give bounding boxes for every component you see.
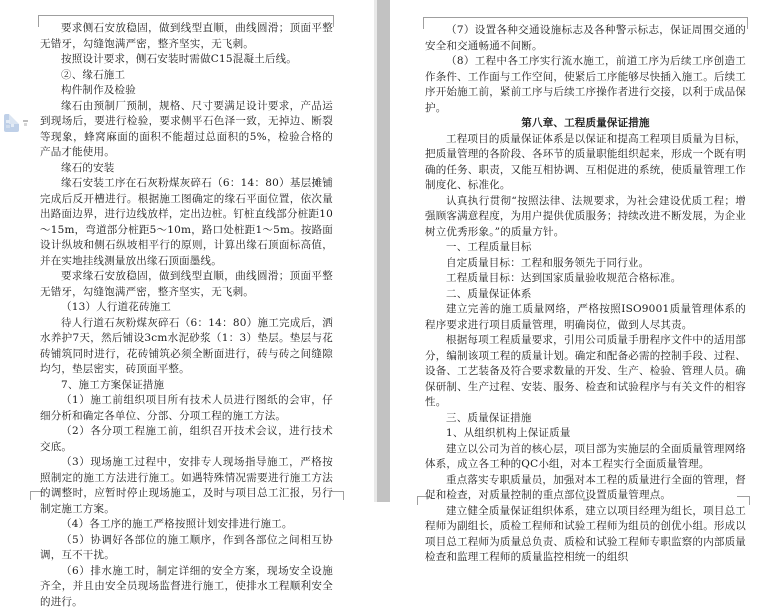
paragraph: 1、从组织机构上保证质量 bbox=[425, 426, 746, 442]
chapter-heading: 第八章、工程质量保证措施 bbox=[425, 116, 746, 132]
paragraph: 缘石由预制厂预制，规格、尺寸要满足设计要求，产品运到现场后，要进行检验，要求侧平石色泽一致，无掉边、断裂等现象，蜂窝麻面的面积不能超过总面积的5%，检验合格的产品才能使用。 bbox=[40, 99, 333, 161]
paragraph: 根据每项工程质量要求，引用公司质量手册程序文件中的适用部分，编制该项工程的质量计划。确定和配备必需的控制手段、过程、设备、工艺装备及符合要求数量的开发、生产、检验、管理人员。确保研制、生产过程、安装、服务、检查和试验程序与有关文件的相容性。 bbox=[425, 333, 746, 411]
paragraph: 待人行道石灰粉煤灰碎石（6：14：80）施工完成后，洒水养护7天，然后铺设3cm水泥砂浆（1：3）垫层。垫层与花砖铺筑同时进行，花砖铺筑必须全断面进行，砖与砖之间缝隙均匀，垫层密实，砖顶面平整。 bbox=[40, 316, 333, 378]
paragraph: 建立以公司为首的核心层，项目部为实施层的全面质量管理网络体系，成立各工种的QC小组，对本工程实行全面质量管理。 bbox=[425, 442, 746, 473]
right-page-top-text-boundary bbox=[423, 17, 748, 18]
paragraph: 要求侧石安放稳固，做到线型直顺，曲线圆滑；顶面平整无错牙，勾缝饱满严密，整齐坚实，无飞刺。 bbox=[40, 21, 333, 52]
paragraph: 一、工程质量目标 bbox=[425, 240, 746, 256]
paragraph: 认真执行贯彻“按照法律、法规要求，为社会建设优质工程；增强顾客满意程度，为用户提供优质服务；持续改进不断发展，为企业树立优秀形象。”的质量方针。 bbox=[425, 194, 746, 241]
paragraph: 建立完善的施工质量网络，严格按照ISO9001质量管理体系的程序要求进行项目质量管理，明确岗位，做到人尽其责。 bbox=[425, 302, 746, 333]
paragraph: （5）协调好各部位的施工顺序，作到各部位之间相互协调，互不干扰。 bbox=[40, 533, 333, 564]
paragraph: （6）排水施工时，制定详细的安全方案，现场安全设施齐全，并且由安全员现场监督进行施工，使排水工程顺利安全的进行。 bbox=[40, 564, 333, 610]
paragraph: 要求缘石安放稳固，做到线型直顺，曲线圆滑；顶面平整无错牙，勾缝饱满严密，整齐坚实，无飞刺。 bbox=[40, 269, 333, 300]
page-gap-divider bbox=[374, 0, 390, 502]
paragraph: （3）现场施工过程中，安排专人现场指导施工，严格按照制定的施工方法进行施工。如遇特殊情况需要进行施工方法的调整时，应暂时停止现场施工，及时与项目总工汇报，另行制定施工方案。 bbox=[40, 455, 333, 517]
paragraph: 7、施工方案保证措施 bbox=[40, 378, 333, 394]
paragraph: 自定质量目标：工程和服务领先于同行业。 bbox=[425, 256, 746, 272]
paragraph: 二、质量保证体系 bbox=[425, 287, 746, 303]
paragraph: （13）人行道花砖施工 bbox=[40, 300, 333, 316]
paragraph: （1）施工前组织项目所有技术人员进行图纸的会审，仔细分析和确定各单位、分部、分项工程的施工方法。 bbox=[40, 393, 333, 424]
paragraph: 缘石安装工序在石灰粉煤灰碎石（6：14：80）基层摊铺完成后反开槽进行。根据施工图确定的缘石平面位置，依次量出路面边界，进行边线放样，定出边桩。钉桩直线部分桩距10～15m，弯道部分桩距5～10m，路口处桩距1～5m。按路面设计纵坡和侧石纵坡相平行的原则，计算出缘石顶面标高值，并在实地挂线测量放出缘石顶面墨线。 bbox=[40, 176, 333, 269]
left-page-top-text-boundary bbox=[38, 15, 334, 16]
paragraph: 按照设计要求，侧石安装时需做C15混凝土后线。 bbox=[40, 52, 333, 68]
paragraph: 构件制作及检验 bbox=[40, 83, 333, 99]
paragraph: （7）设置各种交通设施标志及各种警示标志，保证周围交通的安全和交通畅通不间断。 bbox=[425, 23, 746, 54]
floating-page-widget[interactable] bbox=[3, 112, 29, 134]
document-page-icon bbox=[4, 114, 19, 132]
paragraph: 重点落实专职质量员，加强对本工程的质量进行全面的管理，督促和检查，对质量控制的重点部位设置质量管理点。 bbox=[425, 473, 746, 504]
paragraph: 工程项目的质量保证体系是以保证和提高工程项目质量为目标，把质量管理的各阶段、各环节的质量职能组织起来，形成一个既有明确的任务、职责，又能互相协调、互相促进的系统，使质量管理工作制度化、标准化。 bbox=[425, 132, 746, 194]
paragraph: ②、缘石施工 bbox=[40, 68, 333, 84]
paragraph: （4）各工序的施工严格按照计划安排进行施工。 bbox=[40, 517, 333, 533]
paragraph: （8）工程中各工序实行流水施工，前道工序为后续工序创造工作条件、工作面与工作空间，使紧后工序能够尽快插入施工。后续工序开始施工前，紧前工序与后续工序操作者进行交接，以利于成品保护。 bbox=[425, 54, 746, 116]
right-page-text-column bbox=[425, 23, 746, 566]
paragraph: 三、质量保证措施 bbox=[425, 411, 746, 427]
paragraph: 缘石的安装 bbox=[40, 161, 333, 177]
cursor-mark-icon bbox=[22, 120, 29, 126]
paragraph: 建立健全质量保证组织体系，建立以项目经理为组长，项目总工程师为副组长，质检工程师和试验工程师为组员的创优小组。形成以项目总工程师为质量总负责、质检和试验工程师专职监察的内部质量检查和监理工程师的质量监控相统一的组织 bbox=[425, 504, 746, 566]
paragraph: （2）各分项工程施工前，组织召开技术会议，进行技术交底。 bbox=[40, 424, 333, 455]
paragraph: 工程质量目标：达到国家质量验收规范合格标准。 bbox=[425, 271, 746, 287]
left-page-text-column bbox=[40, 21, 333, 610]
